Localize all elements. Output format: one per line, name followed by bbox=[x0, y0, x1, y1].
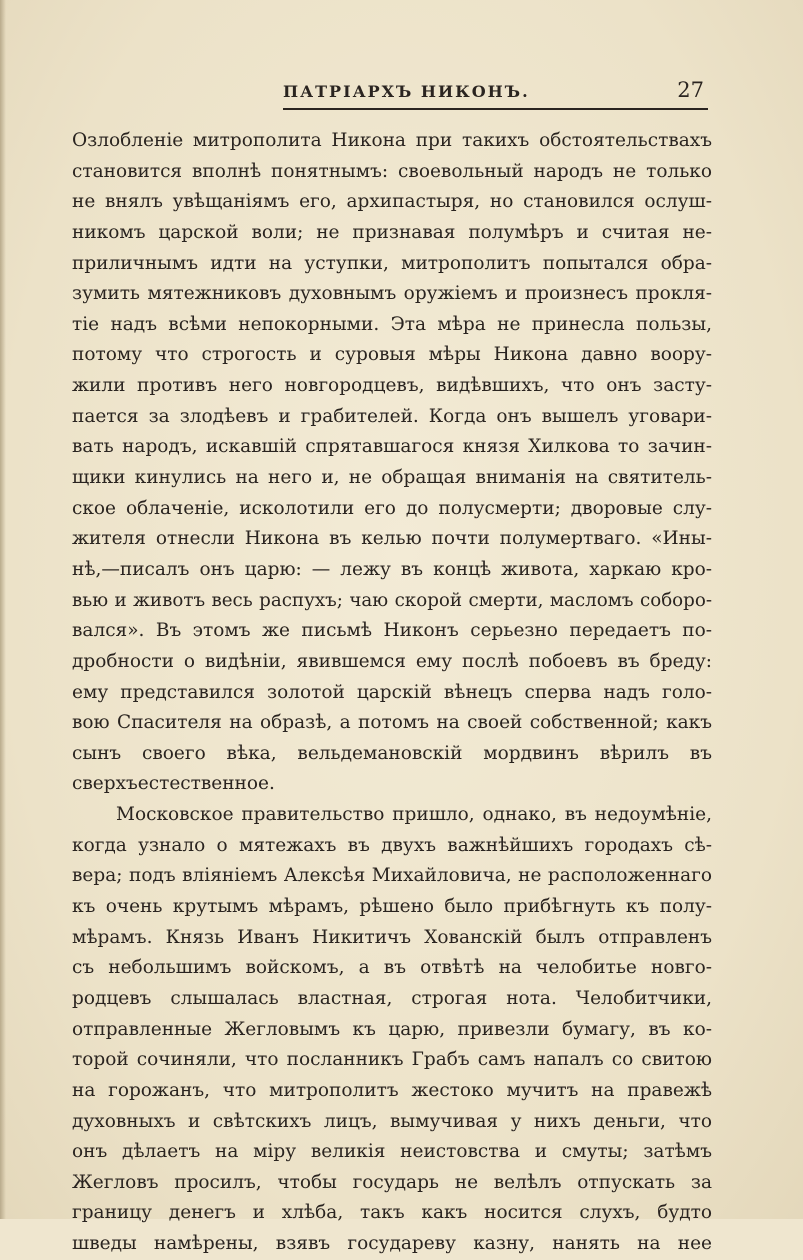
text-line: вать народъ, искавшій спрятавшагося князя Хилкова то зачин- bbox=[72, 436, 712, 458]
text-line: зумить мятежниковъ духовнымъ оружіемъ и произнесъ прокля- bbox=[72, 283, 712, 305]
text-line: Жегловъ просилъ, чтобы государь не велѣлъ отпускать за bbox=[72, 1171, 712, 1193]
text-line: тіе надъ всѣми непокорными. Эта мѣра не принесла пользы, bbox=[72, 313, 712, 335]
text-line: торой сочиняли, что посланникъ Грабъ самъ напалъ со свитою bbox=[72, 1049, 712, 1071]
running-title: ПАТРІАРХЪ НИКОНЪ. bbox=[283, 82, 530, 101]
text-line: вою Спасителя на образѣ, а потомъ на своей собственной; какъ bbox=[72, 712, 712, 734]
text-line: приличнымъ идти на уступки, митрополитъ попытался обра- bbox=[72, 252, 712, 274]
text-line: мѣрамъ. Князь Иванъ Никитичъ Хованскій былъ отправленъ bbox=[72, 926, 712, 948]
page-edge-shadow bbox=[0, 0, 6, 1219]
text-line: потому что строгость и суровыя мѣры Никона давно воору- bbox=[72, 344, 712, 366]
page-number: 27 bbox=[677, 78, 704, 102]
text-line: родцевъ слышалась властная, строгая нота. Челобитчики, bbox=[72, 987, 712, 1009]
text-line: отправленные Жегловымъ къ царю, привезли бумагу, въ ко- bbox=[72, 1018, 712, 1040]
text-line: границу денегъ и хлѣба, такъ какъ носится слухъ, будто bbox=[72, 1202, 712, 1224]
text-line: нѣ,—писалъ онъ царю: — лежу въ концѣ живота, харкаю кро- bbox=[72, 558, 712, 580]
text-line: ему представился золотой царскій вѣнецъ сперва надъ голо- bbox=[72, 681, 712, 703]
header-rule bbox=[283, 108, 708, 110]
paragraph-start-line: Московское правительство пришло, однако, въ недоумѣніе, bbox=[116, 804, 712, 826]
text-line: вался». Въ этомъ же письмѣ Никонъ серьезно передаетъ по- bbox=[72, 620, 712, 642]
text-line: щики кинулись на него и, не обращая вниманія на святитель- bbox=[72, 467, 712, 489]
text-line: жителя отнесли Никона въ келью почти полумертваго. «Ины- bbox=[72, 528, 712, 550]
text-line: къ очень крутымъ мѣрамъ, рѣшено было прибѣгнуть къ полу- bbox=[72, 896, 712, 918]
text-line: сынъ своего вѣка, вельдемановскій мордвинъ вѣрилъ въ bbox=[72, 742, 712, 764]
text-line: шведы намѣрены, взявъ государеву казну, нанять на нее bbox=[72, 1233, 712, 1255]
text-line: вью и животъ весь распухъ; чаю скорой смерти, масломъ соборо- bbox=[72, 589, 712, 611]
text-line: ское облаченіе, исколотили его до полусмерти; дворовые слу- bbox=[72, 497, 712, 519]
text-line: духовныхъ и свѣтскихъ лицъ, вымучивая у нихъ деньги, что bbox=[72, 1110, 712, 1132]
text-line: на горожанъ, что митрополитъ жестоко мучитъ на правежѣ bbox=[72, 1079, 712, 1101]
text-line: вера; подъ вліяніемъ Алексѣя Михайловича, не расположеннаго bbox=[72, 865, 712, 887]
paragraph-end-line: сверхъестественное. bbox=[72, 773, 275, 795]
text-line: когда узнало о мятежахъ въ двухъ важнѣйшихъ городахъ сѣ- bbox=[72, 834, 712, 856]
page-header bbox=[283, 78, 708, 110]
text-line: съ небольшимъ войскомъ, а въ отвѣтѣ на челобитье новго- bbox=[72, 957, 712, 979]
body-text bbox=[72, 126, 712, 1260]
text-line: дробности о видѣніи, явившемся ему послѣ побоевъ въ бреду: bbox=[72, 650, 712, 672]
text-line: жили противъ него новгородцевъ, видѣвшихъ, что онъ засту- bbox=[72, 375, 712, 397]
text-line: не внялъ увѣщаніямъ его, архипастыря, но становился ослуш- bbox=[72, 191, 712, 213]
text-line: никомъ царской воли; не признавая полумѣръ и считая не- bbox=[72, 221, 712, 243]
text-line: Озлобленіе митрополита Никона при такихъ обстоятельствахъ bbox=[72, 130, 712, 151]
text-line: пается за злодѣевъ и грабителей. Когда онъ вышелъ уговари- bbox=[72, 405, 712, 427]
text-line: становится вполнѣ понятнымъ: своевольный народъ не только bbox=[72, 160, 712, 182]
text-line: онъ дѣлаетъ на міру великія неистовства и смуты; затѣмъ bbox=[72, 1141, 712, 1163]
